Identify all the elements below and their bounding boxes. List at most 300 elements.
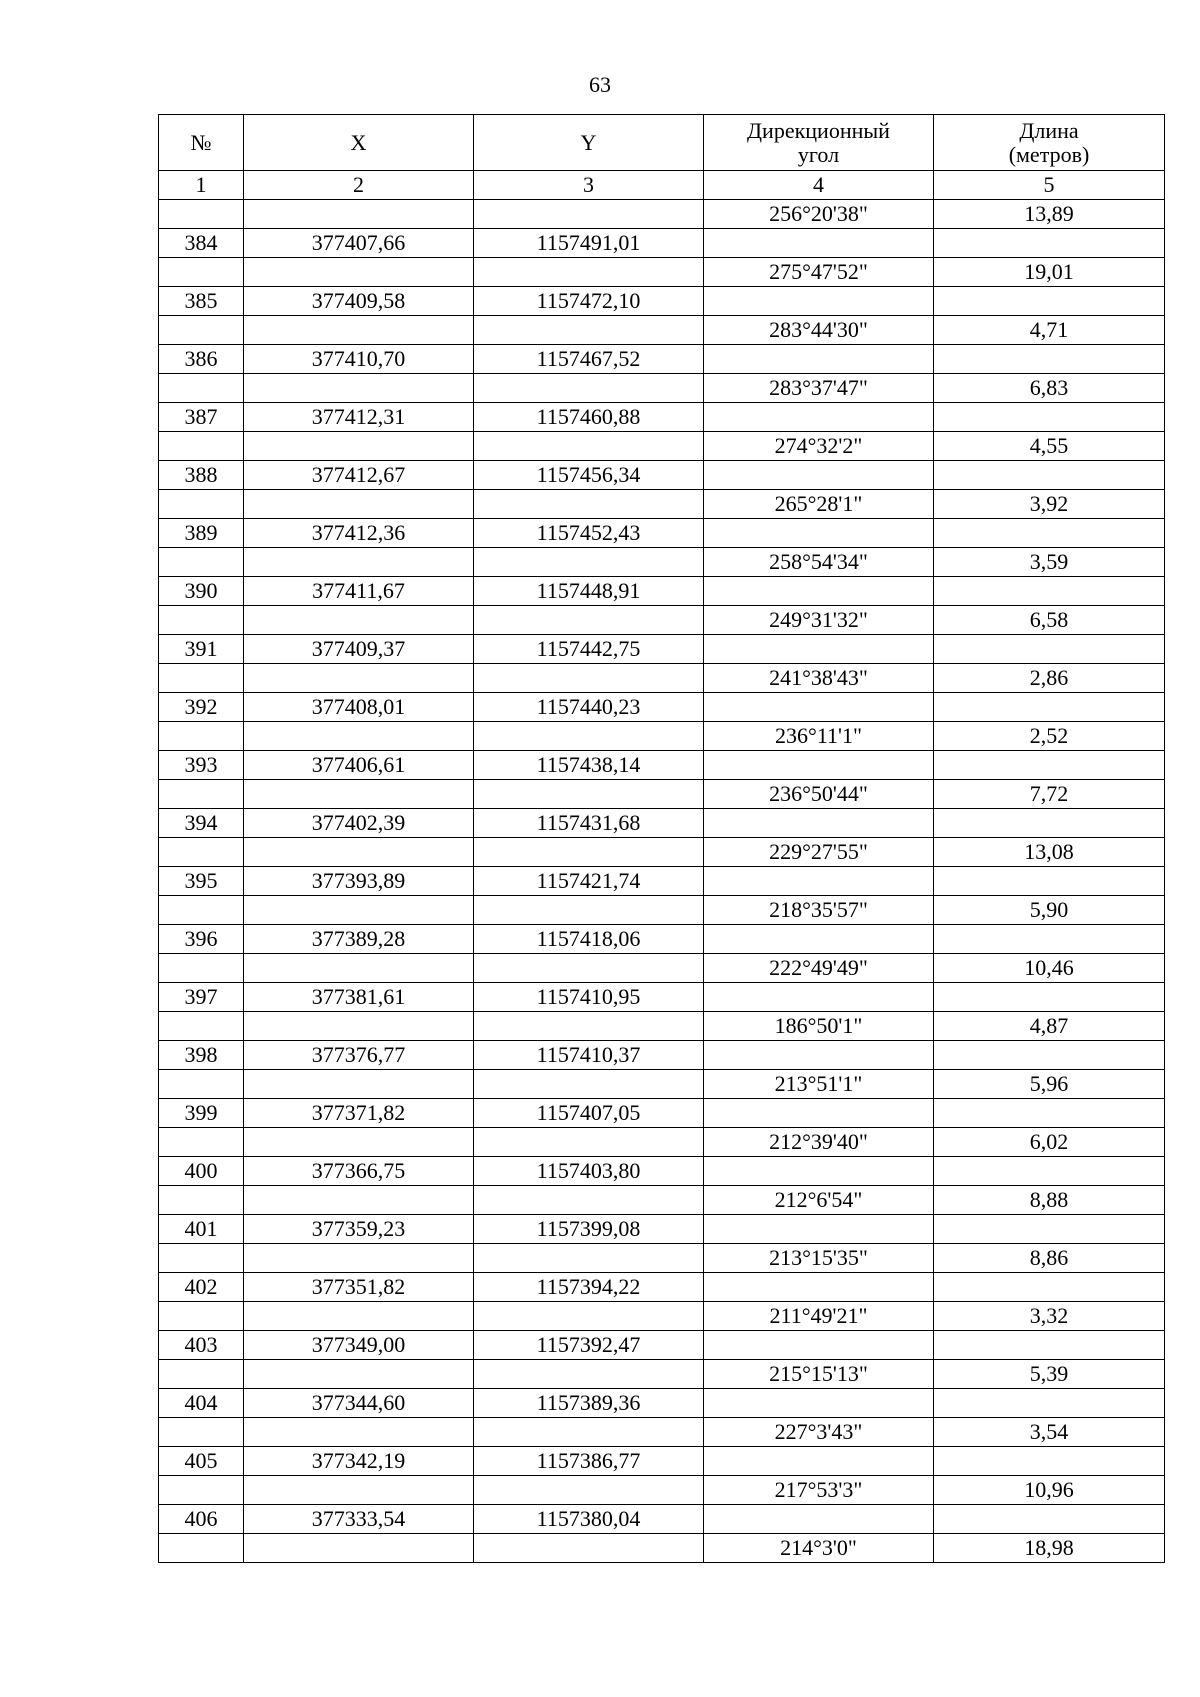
cell-x: 377381,61 (244, 983, 474, 1012)
cell-length (934, 1389, 1165, 1418)
table-row (159, 1302, 1165, 1331)
cell-x (244, 432, 474, 461)
cell-x: 377410,70 (244, 345, 474, 374)
cell-length (934, 1331, 1165, 1360)
cell-point-number: 401 (159, 1215, 244, 1244)
cell-angle (704, 1215, 934, 1244)
cell-length (934, 229, 1165, 258)
cell-length: 5,39 (934, 1360, 1165, 1389)
cell-x: 377406,61 (244, 751, 474, 780)
cell-point-number: 404 (159, 1389, 244, 1418)
cell-x: 377344,60 (244, 1389, 474, 1418)
table-row (159, 461, 1165, 490)
cell-length: 8,88 (934, 1186, 1165, 1215)
table-row (159, 345, 1165, 374)
cell-x (244, 316, 474, 345)
table-row (159, 1157, 1165, 1186)
cell-x (244, 1302, 474, 1331)
table-row (159, 432, 1165, 461)
table-row (159, 1273, 1165, 1302)
cell-length: 3,32 (934, 1302, 1165, 1331)
cell-point-number (159, 838, 244, 867)
cell-y (474, 1070, 704, 1099)
table-row (159, 490, 1165, 519)
table-row (159, 229, 1165, 258)
table-row (159, 374, 1165, 403)
column-number: 1 (159, 171, 244, 200)
cell-x: 377376,77 (244, 1041, 474, 1070)
cell-point-number (159, 954, 244, 983)
cell-point-number (159, 1244, 244, 1273)
table-row (159, 809, 1165, 838)
table-row (159, 1041, 1165, 1070)
cell-x (244, 1476, 474, 1505)
cell-point-number (159, 1360, 244, 1389)
cell-angle: 214°3'0" (704, 1534, 934, 1563)
cell-point-number: 406 (159, 1505, 244, 1534)
cell-y (474, 1418, 704, 1447)
cell-y: 1157491,01 (474, 229, 704, 258)
header-length-line1: Длина (1019, 117, 1079, 143)
table-row (159, 403, 1165, 432)
cell-x: 377412,36 (244, 519, 474, 548)
cell-point-number: 402 (159, 1273, 244, 1302)
cell-point-number: 391 (159, 635, 244, 664)
cell-angle: 256°20'38" (704, 200, 934, 229)
cell-length (934, 461, 1165, 490)
cell-length (934, 1273, 1165, 1302)
cell-point-number: 399 (159, 1099, 244, 1128)
cell-length: 2,52 (934, 722, 1165, 751)
cell-y (474, 316, 704, 345)
cell-y (474, 432, 704, 461)
cell-y: 1157421,74 (474, 867, 704, 896)
cell-angle (704, 1099, 934, 1128)
cell-y (474, 200, 704, 229)
cell-y (474, 258, 704, 287)
cell-length (934, 519, 1165, 548)
table-row (159, 1360, 1165, 1389)
header-num: № (159, 115, 244, 171)
cell-point-number (159, 1070, 244, 1099)
cell-point-number (159, 200, 244, 229)
cell-point-number (159, 1476, 244, 1505)
cell-angle: 218°35'57" (704, 896, 934, 925)
table-row (159, 1244, 1165, 1273)
cell-x (244, 1070, 474, 1099)
cell-x: 377371,82 (244, 1099, 474, 1128)
cell-angle (704, 403, 934, 432)
cell-point-number (159, 316, 244, 345)
cell-y (474, 780, 704, 809)
cell-angle: 283°37'47" (704, 374, 934, 403)
table-row (159, 548, 1165, 577)
cell-length: 4,55 (934, 432, 1165, 461)
cell-x (244, 1360, 474, 1389)
cell-length (934, 635, 1165, 664)
cell-x (244, 954, 474, 983)
cell-length: 6,58 (934, 606, 1165, 635)
cell-x (244, 664, 474, 693)
cell-y: 1157440,23 (474, 693, 704, 722)
table-row (159, 1012, 1165, 1041)
header-length (934, 115, 1165, 171)
cell-y: 1157452,43 (474, 519, 704, 548)
table-row (159, 954, 1165, 983)
cell-x: 377402,39 (244, 809, 474, 838)
header-angle-line1: Дирекционный (747, 117, 890, 143)
cell-y (474, 1302, 704, 1331)
table-row (159, 635, 1165, 664)
cell-y (474, 1128, 704, 1157)
cell-x (244, 838, 474, 867)
cell-x: 377393,89 (244, 867, 474, 896)
cell-length: 4,87 (934, 1012, 1165, 1041)
cell-angle: 213°15'35" (704, 1244, 934, 1273)
cell-angle (704, 519, 934, 548)
cell-x (244, 258, 474, 287)
cell-length: 6,02 (934, 1128, 1165, 1157)
table-row (159, 838, 1165, 867)
cell-point-number (159, 664, 244, 693)
table-row (159, 1099, 1165, 1128)
cell-length: 10,96 (934, 1476, 1165, 1505)
cell-angle: 229°27'55" (704, 838, 934, 867)
cell-y: 1157418,06 (474, 925, 704, 954)
cell-x (244, 606, 474, 635)
cell-length: 18,98 (934, 1534, 1165, 1563)
cell-point-number: 393 (159, 751, 244, 780)
cell-angle: 211°49'21" (704, 1302, 934, 1331)
cell-angle: 258°54'34" (704, 548, 934, 577)
cell-angle (704, 1389, 934, 1418)
cell-angle (704, 1041, 934, 1070)
cell-y (474, 722, 704, 751)
cell-length: 10,46 (934, 954, 1165, 983)
cell-x: 377407,66 (244, 229, 474, 258)
cell-x (244, 548, 474, 577)
cell-x: 377333,54 (244, 1505, 474, 1534)
cell-point-number: 400 (159, 1157, 244, 1186)
cell-point-number: 398 (159, 1041, 244, 1070)
cell-y (474, 1476, 704, 1505)
cell-point-number (159, 1418, 244, 1447)
page-number: 63 (589, 72, 611, 97)
cell-point-number (159, 1534, 244, 1563)
cell-length: 2,86 (934, 664, 1165, 693)
table-row (159, 1418, 1165, 1447)
cell-angle: 249°31'32" (704, 606, 934, 635)
cell-length: 4,71 (934, 316, 1165, 345)
cell-length: 8,86 (934, 1244, 1165, 1273)
cell-length (934, 1041, 1165, 1070)
cell-angle (704, 461, 934, 490)
column-number: 4 (704, 171, 934, 200)
cell-point-number: 389 (159, 519, 244, 548)
table-row (159, 867, 1165, 896)
cell-y: 1157399,08 (474, 1215, 704, 1244)
cell-length (934, 867, 1165, 896)
table-row (159, 1476, 1165, 1505)
table-row (159, 606, 1165, 635)
cell-y (474, 490, 704, 519)
cell-length (934, 925, 1165, 954)
cell-x (244, 1244, 474, 1273)
cell-length (934, 1447, 1165, 1476)
cell-point-number (159, 780, 244, 809)
cell-x: 377411,67 (244, 577, 474, 606)
cell-angle: 241°38'43" (704, 664, 934, 693)
cell-point-number (159, 1012, 244, 1041)
cell-x: 377409,58 (244, 287, 474, 316)
cell-angle (704, 751, 934, 780)
cell-x (244, 200, 474, 229)
cell-y: 1157394,22 (474, 1273, 704, 1302)
cell-length (934, 287, 1165, 316)
cell-length: 3,92 (934, 490, 1165, 519)
cell-x (244, 490, 474, 519)
cell-x: 377412,31 (244, 403, 474, 432)
coordinates-table (158, 114, 1165, 1563)
cell-angle (704, 809, 934, 838)
cell-y (474, 838, 704, 867)
table-row (159, 1389, 1165, 1418)
cell-x (244, 1534, 474, 1563)
cell-y (474, 1534, 704, 1563)
cell-angle: 236°11'1" (704, 722, 934, 751)
cell-x (244, 1186, 474, 1215)
header-angle (704, 115, 934, 171)
cell-y (474, 606, 704, 635)
cell-y (474, 954, 704, 983)
cell-point-number (159, 490, 244, 519)
cell-x: 377412,67 (244, 461, 474, 490)
table-row (159, 1128, 1165, 1157)
cell-angle: 217°53'3" (704, 1476, 934, 1505)
table-row (159, 577, 1165, 606)
cell-y: 1157448,91 (474, 577, 704, 606)
cell-angle: 222°49'49" (704, 954, 934, 983)
table-row (159, 1447, 1165, 1476)
cell-angle: 265°28'1" (704, 490, 934, 519)
cell-y: 1157460,88 (474, 403, 704, 432)
cell-y: 1157438,14 (474, 751, 704, 780)
cell-length: 6,83 (934, 374, 1165, 403)
cell-y: 1157431,68 (474, 809, 704, 838)
cell-angle (704, 1447, 934, 1476)
cell-point-number (159, 606, 244, 635)
cell-length: 5,90 (934, 896, 1165, 925)
cell-length: 3,59 (934, 548, 1165, 577)
cell-x (244, 374, 474, 403)
cell-y: 1157410,95 (474, 983, 704, 1012)
column-number-row (159, 171, 1165, 200)
cell-y: 1157380,04 (474, 1505, 704, 1534)
table-row (159, 1070, 1165, 1099)
cell-angle: 236°50'44" (704, 780, 934, 809)
cell-x (244, 722, 474, 751)
cell-x: 377359,23 (244, 1215, 474, 1244)
cell-angle: 283°44'30" (704, 316, 934, 345)
cell-angle (704, 1505, 934, 1534)
cell-length: 3,54 (934, 1418, 1165, 1447)
cell-angle: 215°15'13" (704, 1360, 934, 1389)
cell-y: 1157389,36 (474, 1389, 704, 1418)
cell-angle (704, 229, 934, 258)
cell-point-number: 405 (159, 1447, 244, 1476)
cell-length: 5,96 (934, 1070, 1165, 1099)
cell-point-number: 397 (159, 983, 244, 1012)
cell-length (934, 693, 1165, 722)
cell-angle: 275°47'52" (704, 258, 934, 287)
cell-y (474, 374, 704, 403)
cell-length: 7,72 (934, 780, 1165, 809)
cell-length (934, 809, 1165, 838)
table-header-row (159, 115, 1165, 171)
cell-x: 377349,00 (244, 1331, 474, 1360)
cell-y: 1157407,05 (474, 1099, 704, 1128)
cell-length: 19,01 (934, 258, 1165, 287)
cell-point-number (159, 722, 244, 751)
cell-y (474, 548, 704, 577)
cell-length (934, 751, 1165, 780)
cell-x (244, 1418, 474, 1447)
table-row (159, 1186, 1165, 1215)
cell-angle (704, 1273, 934, 1302)
cell-x (244, 1012, 474, 1041)
table-row (159, 925, 1165, 954)
cell-angle: 212°39'40" (704, 1128, 934, 1157)
cell-y (474, 664, 704, 693)
cell-length (934, 1215, 1165, 1244)
cell-angle: 186°50'1" (704, 1012, 934, 1041)
cell-point-number: 390 (159, 577, 244, 606)
cell-point-number: 387 (159, 403, 244, 432)
cell-point-number: 394 (159, 809, 244, 838)
table-row (159, 1505, 1165, 1534)
table-row (159, 664, 1165, 693)
table-row (159, 287, 1165, 316)
cell-y: 1157456,34 (474, 461, 704, 490)
cell-length (934, 403, 1165, 432)
cell-angle: 227°3'43" (704, 1418, 934, 1447)
cell-angle: 212°6'54" (704, 1186, 934, 1215)
cell-x: 377351,82 (244, 1273, 474, 1302)
cell-y: 1157442,75 (474, 635, 704, 664)
cell-angle: 274°32'2" (704, 432, 934, 461)
table-body (159, 200, 1165, 1563)
cell-x: 377342,19 (244, 1447, 474, 1476)
cell-angle (704, 925, 934, 954)
cell-point-number (159, 896, 244, 925)
cell-x: 377389,28 (244, 925, 474, 954)
cell-length (934, 1157, 1165, 1186)
cell-angle (704, 983, 934, 1012)
cell-point-number: 385 (159, 287, 244, 316)
cell-length: 13,08 (934, 838, 1165, 867)
cell-length (934, 577, 1165, 606)
table-row (159, 780, 1165, 809)
cell-y: 1157403,80 (474, 1157, 704, 1186)
cell-y (474, 1012, 704, 1041)
cell-angle (704, 287, 934, 316)
cell-length (934, 983, 1165, 1012)
table-row (159, 519, 1165, 548)
cell-point-number (159, 374, 244, 403)
cell-angle: 213°51'1" (704, 1070, 934, 1099)
cell-y: 1157386,77 (474, 1447, 704, 1476)
table-row (159, 316, 1165, 345)
cell-point-number: 392 (159, 693, 244, 722)
cell-angle (704, 577, 934, 606)
cell-point-number (159, 1128, 244, 1157)
table-row (159, 1215, 1165, 1244)
table-row (159, 983, 1165, 1012)
cell-point-number: 403 (159, 1331, 244, 1360)
cell-y: 1157410,37 (474, 1041, 704, 1070)
cell-x: 377408,01 (244, 693, 474, 722)
cell-length (934, 345, 1165, 374)
cell-y: 1157467,52 (474, 345, 704, 374)
cell-point-number (159, 1186, 244, 1215)
cell-y: 1157472,10 (474, 287, 704, 316)
cell-angle (704, 345, 934, 374)
cell-point-number: 386 (159, 345, 244, 374)
cell-point-number (159, 258, 244, 287)
cell-point-number (159, 548, 244, 577)
cell-point-number: 388 (159, 461, 244, 490)
cell-point-number: 384 (159, 229, 244, 258)
cell-angle (704, 635, 934, 664)
cell-point-number: 396 (159, 925, 244, 954)
cell-point-number: 395 (159, 867, 244, 896)
cell-y (474, 896, 704, 925)
cell-y (474, 1360, 704, 1389)
cell-angle (704, 1157, 934, 1186)
header-length-line2: (метров) (1008, 141, 1090, 167)
cell-y (474, 1186, 704, 1215)
cell-angle (704, 693, 934, 722)
header-y: Y (474, 115, 704, 171)
cell-point-number (159, 432, 244, 461)
column-number: 3 (474, 171, 704, 200)
cell-angle (704, 1331, 934, 1360)
table-row (159, 258, 1165, 287)
cell-x: 377366,75 (244, 1157, 474, 1186)
cell-x (244, 896, 474, 925)
header-x: X (244, 115, 474, 171)
table-row (159, 722, 1165, 751)
table-row (159, 1534, 1165, 1563)
cell-y: 1157392,47 (474, 1331, 704, 1360)
cell-x: 377409,37 (244, 635, 474, 664)
cell-point-number (159, 1302, 244, 1331)
table-row (159, 751, 1165, 780)
cell-y (474, 1244, 704, 1273)
table-row (159, 693, 1165, 722)
table-row (159, 896, 1165, 925)
table-row (159, 200, 1165, 229)
cell-length: 13,89 (934, 200, 1165, 229)
cell-length (934, 1099, 1165, 1128)
cell-length (934, 1505, 1165, 1534)
cell-angle (704, 867, 934, 896)
table-row (159, 1331, 1165, 1360)
column-number: 2 (244, 171, 474, 200)
column-number: 5 (934, 171, 1165, 200)
cell-x (244, 780, 474, 809)
header-angle-line2: угол (797, 141, 840, 167)
